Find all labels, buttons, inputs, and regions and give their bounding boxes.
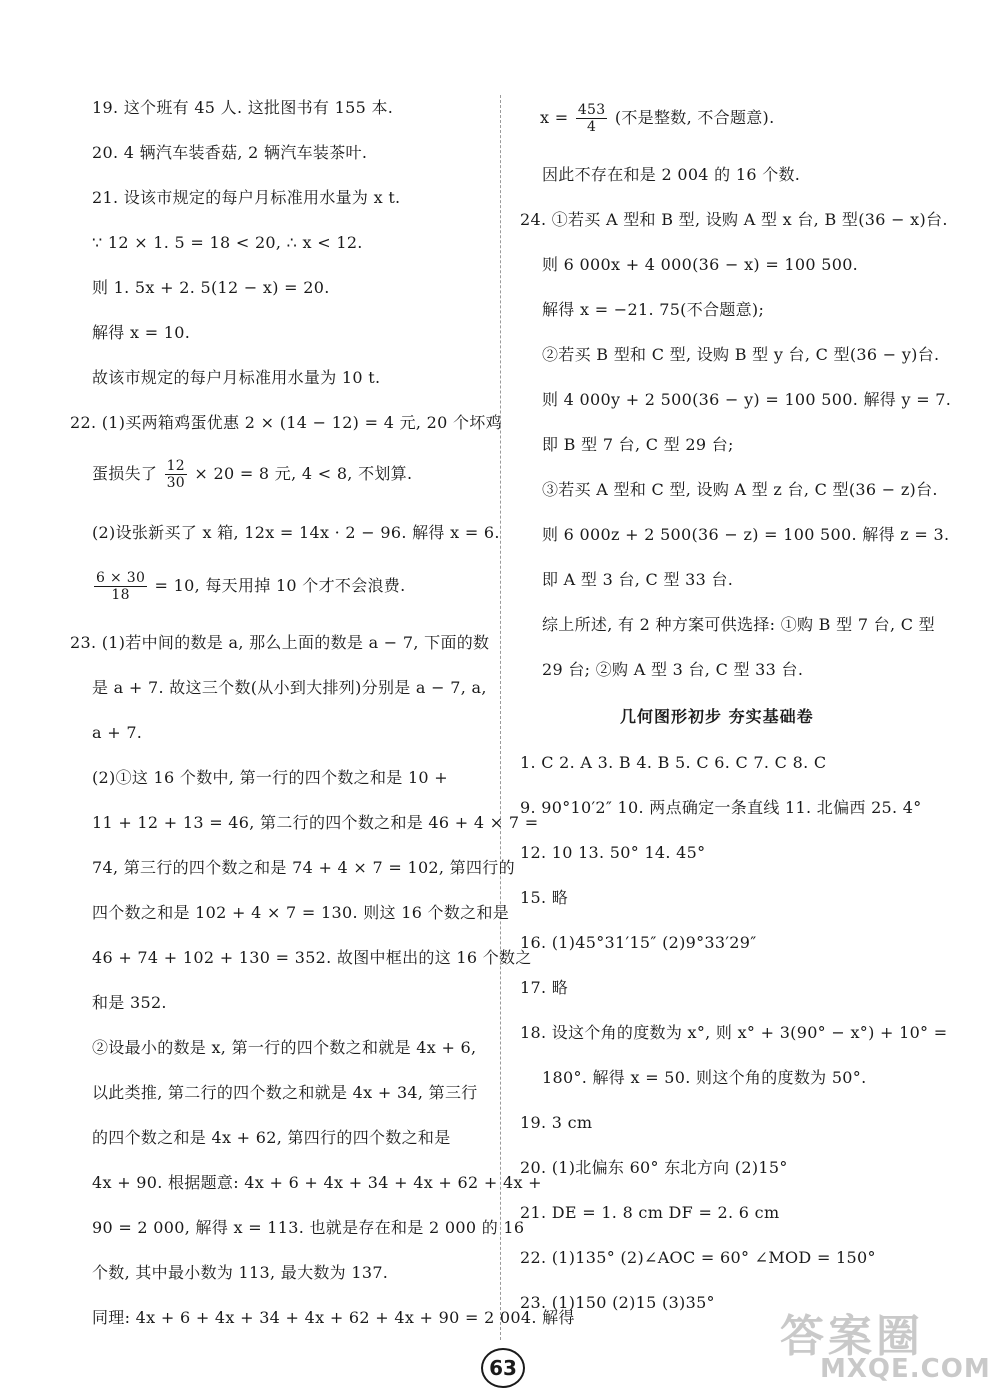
answer-22-line	[92, 570, 406, 603]
answer-21-line: ∵ 12 × 1. 5 = 18 < 20, ∴ x < 12.	[92, 233, 363, 252]
answer-24-line: 则 4 000y + 2 500(36 − y) = 100 500. 解得 y = 7.	[542, 390, 952, 409]
answer-23-line: 四个数之和是 102 + 4 × 7 = 130. 则这 16 个数之和是	[92, 903, 510, 922]
answer-23-line: 个数, 其中最小数为 113, 最大数为 137.	[92, 1263, 389, 1282]
answer-23-line: 是 a + 7. 故这三个数(从小到大排列)分别是 a − 7, a,	[92, 678, 487, 697]
fraction-denominator: 30	[166, 475, 186, 491]
answer-line: 20. (1)北偏东 60° 东北方向 (2)15°	[520, 1158, 788, 1177]
answer-23-cont-line	[540, 102, 774, 135]
text-run: × 20 = 8 元, 4 < 8, 不划算.	[194, 464, 413, 483]
answer-20: 20. 4 辆汽车装香菇, 2 辆汽车装茶叶.	[92, 143, 368, 162]
text-run: = 10, 每天用掉 10 个才不会浪费.	[154, 576, 406, 595]
answer-line: 9. 90°10′2″ 10. 两点确定一条直线 11. 北偏西 25. 4°	[520, 798, 922, 817]
answer-24-line: 综上所述, 有 2 种方案可供选择: ①购 B 型 7 台, C 型	[542, 615, 935, 634]
answer-23-line: 23. (1)若中间的数是 a, 那么上面的数是 a − 7, 下面的数	[70, 633, 490, 652]
answer-line: 19. 3 cm	[520, 1113, 593, 1132]
answer-line: 12. 10 13. 50° 14. 45°	[520, 843, 706, 862]
answer-line: 15. 略	[520, 888, 569, 907]
answer-23-line: ②设最小的数是 x, 第一行的四个数之和就是 4x + 6,	[92, 1038, 477, 1057]
answer-23-line: 90 = 2 000, 解得 x = 113. 也就是存在和是 2 000 的 16	[92, 1218, 525, 1237]
text-run: (不是整数, 不合题意).	[614, 108, 775, 127]
answer-24-line: ②若买 B 型和 C 型, 设购 B 型 y 台, C 型(36 − y)台.	[542, 345, 940, 364]
answer-22-line: (2)设张新买了 x 箱, 12x = 14x · 2 − 96. 解得 x = 6.	[92, 523, 500, 542]
answer-24-line: ③若买 A 型和 C 型, 设购 A 型 z 台, C 型(36 − z)台.	[542, 480, 938, 499]
answer-23-line: 11 + 12 + 13 = 46, 第二行的四个数之和是 46 + 4 × 7 =	[92, 813, 539, 832]
section-heading: 几何图形初步 夯实基础卷	[620, 707, 814, 726]
answer-23-line: 同理: 4x + 6 + 4x + 34 + 4x + 62 + 4x + 90 = 2 004. 解得	[92, 1308, 575, 1327]
fraction-denominator: 18	[111, 587, 130, 603]
answer-23-line: 和是 352.	[92, 993, 167, 1012]
answer-22-line: 22. (1)买两箱鸡蛋优惠 2 × (14 − 12) = 4 元, 20 个坏鸡	[70, 413, 502, 432]
answer-21-line: 则 1. 5x + 2. 5(12 − x) = 20.	[92, 278, 330, 297]
answer-23-cont-line: 因此不存在和是 2 004 的 16 个数.	[542, 165, 801, 184]
answer-24-line: 则 6 000x + 4 000(36 − x) = 100 500.	[542, 255, 859, 274]
fraction	[576, 102, 608, 135]
answer-line: 17. 略	[520, 978, 569, 997]
answer-22-line	[92, 458, 412, 491]
fraction-numerator: 453	[577, 102, 606, 118]
watermark-logo	[780, 1300, 990, 1395]
fraction-numerator: 12	[166, 458, 186, 474]
answer-18-line: 180°. 解得 x = 50. 则这个角的度数为 50°.	[542, 1068, 867, 1087]
column-divider	[500, 95, 501, 1340]
fraction	[94, 570, 147, 603]
answer-21-line: 解得 x = 10.	[92, 323, 191, 342]
answer-line: 21. DE = 1. 8 cm DF = 2. 6 cm	[520, 1203, 780, 1222]
answer-23-line: 46 + 74 + 102 + 130 = 352. 故图中框出的这 16 个数之	[92, 948, 532, 967]
answer-23-line: (2)①这 16 个数中, 第一行的四个数之和是 10 +	[92, 768, 449, 787]
mc-answers: 1. C 2. A 3. B 4. B 5. C 6. C 7. C 8. C	[520, 753, 827, 772]
answer-24-line: 解得 x = −21. 75(不合题意);	[542, 300, 765, 319]
answer-23-line: 4x + 90. 根据题意: 4x + 6 + 4x + 34 + 4x + 62 + 4x +	[92, 1173, 542, 1192]
answer-line: 22. (1)135° (2)∠AOC = 60° ∠MOD = 150°	[520, 1248, 876, 1267]
watermark-text: 答案圈	[780, 1311, 924, 1362]
page-number: 63	[481, 1348, 525, 1388]
answer-24-line: 24. ①若买 A 型和 B 型, 设购 A 型 x 台, B 型(36 − x)台.	[520, 210, 948, 229]
answer-23-line: a + 7.	[92, 723, 143, 742]
answer-line: 23. (1)150 (2)15 (3)35°	[520, 1293, 715, 1312]
watermark-url: MXQE.COM	[820, 1354, 991, 1384]
answer-23-line: 以此类推, 第二行的四个数之和就是 4x + 34, 第三行	[92, 1083, 478, 1102]
answer-21-line: 故该市规定的每户月标准用水量为 10 t.	[92, 368, 381, 387]
answer-24-line: 即 B 型 7 台, C 型 29 台;	[542, 435, 734, 454]
fraction-numerator: 6 × 30	[96, 570, 146, 586]
answer-23-line: 74, 第三行的四个数之和是 74 + 4 × 7 = 102, 第四行的	[92, 858, 515, 877]
answer-24-line: 则 6 000z + 2 500(36 − z) = 100 500. 解得 z = 3.	[542, 525, 950, 544]
fraction	[165, 458, 187, 491]
answer-19: 19. 这个班有 45 人. 这批图书有 155 本.	[92, 98, 394, 117]
answer-21-line: 21. 设该市规定的每户月标准用水量为 x t.	[92, 188, 401, 207]
answer-24-line: 即 A 型 3 台, C 型 33 台.	[542, 570, 734, 589]
fraction-denominator: 4	[587, 119, 597, 135]
answer-23-line: 的四个数之和是 4x + 62, 第四行的四个数之和是	[92, 1128, 451, 1147]
answer-18-line: 18. 设这个角的度数为 x°, 则 x° + 3(90° − x°) + 10° =	[520, 1023, 948, 1042]
text-run: 蛋损失了	[92, 464, 158, 483]
answer-24-line: 29 台; ②购 A 型 3 台, C 型 33 台.	[542, 660, 804, 679]
answer-line: 16. (1)45°31′15″ (2)9°33′29″	[520, 933, 757, 952]
text-run: x =	[540, 108, 569, 127]
